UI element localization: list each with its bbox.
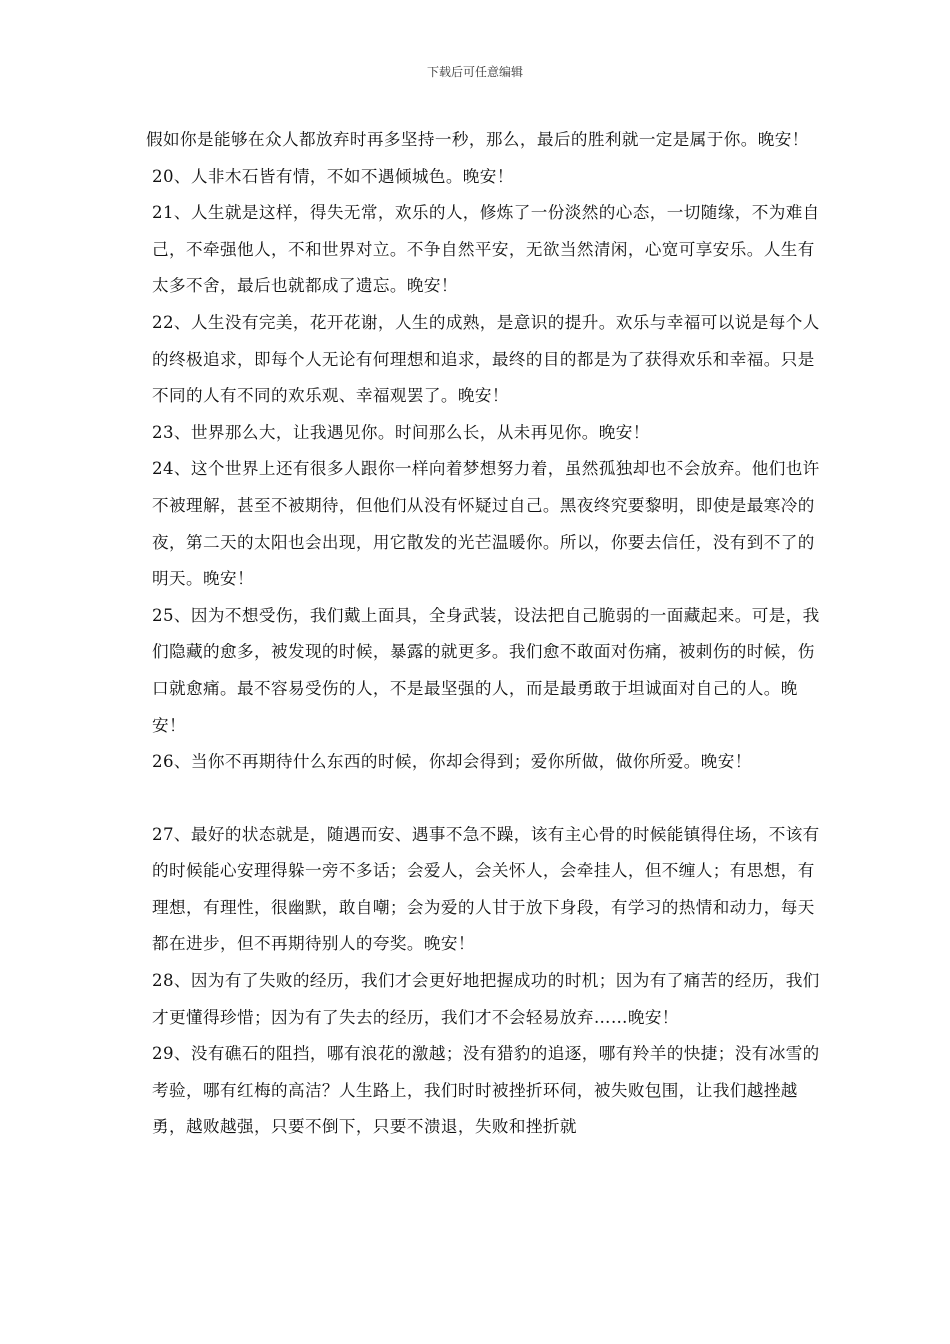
paragraph-22: 22、人生没有完美，花开花谢，人生的成熟，是意识的提升。欢乐与幸福可以说是每个人的终极追求，即每个人无论有何理想和追求，最终的目的都是为了获得欢乐和幸福。只是不同的人有不同的欢乐观、幸福观罢了。晚安！ — [152, 312, 820, 406]
paragraph-27: 27、最好的状态就是，随遇而安、遇事不急不躁，该有主心骨的时候能镇得住场，不该有的时候能心安理得躲一旁不多话；会爱人，会关怀人，会牵挂人，但不缠人；有思想，有理想，有理性，很幽默，敢自嘲；会为爱的人甘于放下身段，有学习的热情和动力，每天都在进步，但不再期待别人的夸奖。晚安！ — [152, 824, 820, 954]
document-body — [146, 122, 826, 1146]
paragraph-29: 29、没有礁石的阻挡，哪有浪花的激越；没有猎豹的追逐，哪有羚羊的快捷；没有冰雪的考验，哪有红梅的高洁？人生路上，我们时时被挫折环伺，被失败包围，让我们越挫越勇，越败越强，只要不倒下，只要不溃退，失败和挫折就 — [152, 1044, 820, 1137]
paragraph-24: 24、这个世界上还有很多人跟你一样向着梦想努力着，虽然孤独却也不会放弃。他们也许不被理解，甚至不被期待，但他们从没有怀疑过自己。黑夜终究要黎明，即使是最寒冷的夜，第二天的太阳也会出现，用它散发的光芒温暖你。所以，你要去信任，没有到不了的明天。晚安！ — [152, 459, 820, 589]
paragraph-23: 23、世界那么大，让我遇见你。时间那么长，从未再见你。晚安！ — [152, 422, 650, 442]
paragraph-21: 21、人生就是这样，得失无常，欢乐的人，修炼了一份淡然的心态，一切随缘，不为难自己，不牵强他人，不和世界对立。不争自然平安，无欲当然清闲，心宽可享安乐。人生有太多不舍，最后也就都成了遗忘。晚安！ — [152, 203, 820, 296]
paragraph-intro: 假如你是能够在众人都放弃时再多坚持一秒，那么，最后的胜利就一定是属于你。晚安！ — [146, 130, 809, 149]
paragraph-25: 25、因为不想受伤，我们戴上面具，全身武装，设法把自己脆弱的一面藏起来。可是，我们隐藏的愈多，被发现的时候，暴露的就更多。我们愈不敢面对伤痛，被刺伤的时候，伤口就愈痛。最不容易受伤的人，不是最坚强的人，而是最勇敢于坦诚面对自己的人。晚安！ — [152, 605, 820, 735]
paragraph-28: 28、因为有了失败的经历，我们才会更好地把握成功的时机；因为有了痛苦的经历，我们才更懂得珍惜；因为有了失去的经历，我们才不会轻易放弃……晚安！ — [152, 971, 820, 1027]
page-header: 下载后可任意编辑 — [426, 65, 523, 79]
paragraph-26: 26、当你不再期待什么东西的时候，你却会得到；爱你所做，做你所爱。晚安！ — [152, 752, 752, 772]
paragraph-20: 20、人非木石皆有情，不如不遇倾城色。晚安！ — [152, 166, 514, 186]
